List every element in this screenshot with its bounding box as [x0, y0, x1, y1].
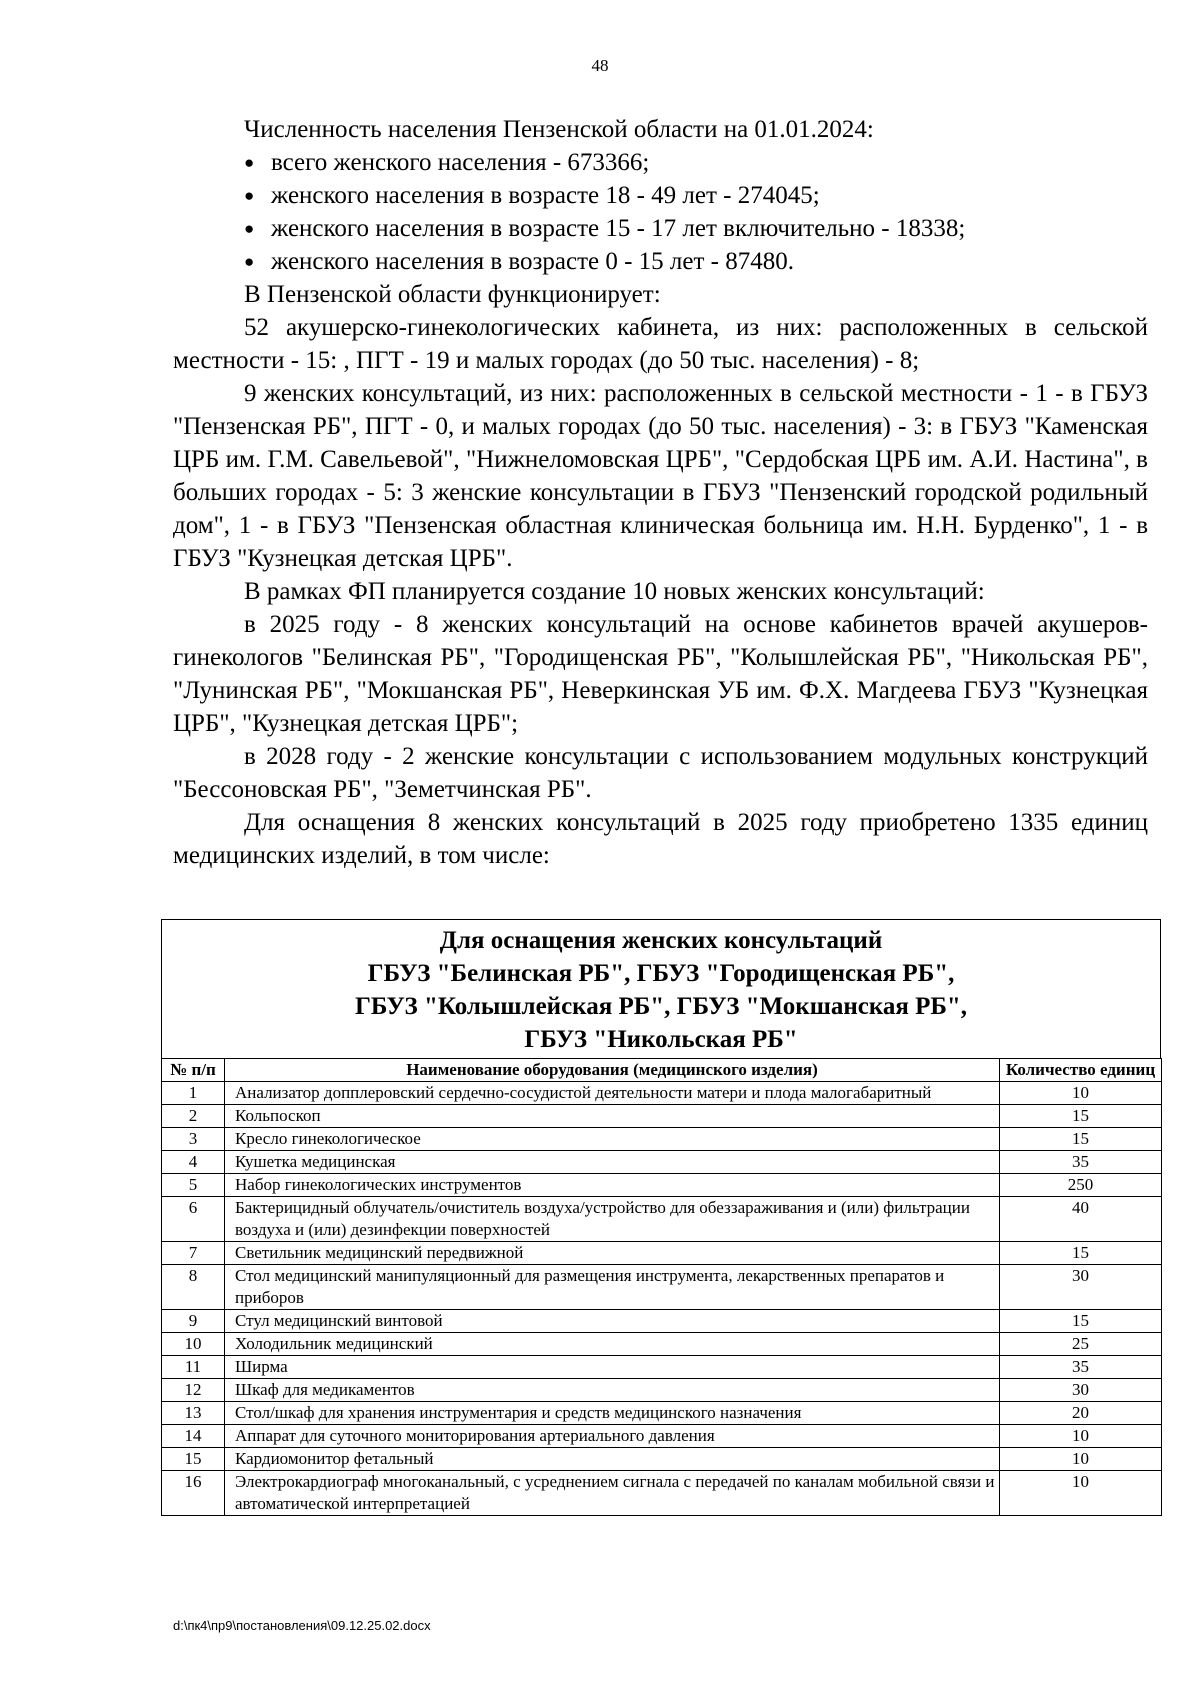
table-row	[162, 1471, 1162, 1516]
header-qty: Количество единиц	[1000, 1059, 1162, 1082]
cell-num: 7	[162, 1242, 225, 1265]
cell-num: 11	[162, 1356, 225, 1379]
cell-name: Ширма	[225, 1356, 1000, 1379]
footer-file-path: d:\пк4\пр9\постановления\09.12.25.02.docx	[173, 1618, 431, 1633]
table-row	[162, 1197, 1162, 1242]
equipment-table-section	[161, 919, 1161, 1516]
cell-num: 15	[162, 1448, 225, 1471]
population-intro: Численность населения Пензенской области на 01.01.2024:	[244, 116, 874, 143]
list-item: ● женского населения в возрасте 18 - 49 лет - 274045;	[244, 179, 1148, 212]
cell-num: 1	[162, 1082, 225, 1105]
cell-num: 2	[162, 1105, 225, 1128]
table-title-line: ГБУЗ "Колышлейская РБ", ГБУЗ "Мокшанская РБ",	[354, 993, 968, 1020]
table-title-line: ГБУЗ "Никольская РБ"	[524, 1026, 798, 1053]
paragraph: 9 женских консультаций, из них: расположенных в сельской местности - 1 - в ГБУЗ "Пензенская РБ", ПГТ - 0, и малых городах (до 50 тыс. населения) - 3: в ГБУЗ "Каменская ЦРБ им. Г.М. Савельевой", "Нижнеломовская ЦРБ", "Сердобская ЦРБ им. А.И. Настина", в больших городах - 5: 3 женские консультации в ГБУЗ "Пензенский городской родильный дом", 1 - в ГБУЗ "Пензенская областная клиническая больница им. Н.Н. Бурденко", 1 - в ГБУЗ "Кузнецкая детская ЦРБ".	[173, 380, 1148, 572]
table-row	[162, 1379, 1162, 1402]
cell-name: Стул медицинский винтовой	[225, 1310, 1000, 1333]
cell-qty: 250	[1000, 1174, 1162, 1197]
cell-qty: 10	[1000, 1448, 1162, 1471]
table-row	[162, 1333, 1162, 1356]
table-row	[162, 1356, 1162, 1379]
cell-num: 9	[162, 1310, 225, 1333]
cell-num: 14	[162, 1425, 225, 1448]
table-body	[162, 1082, 1162, 1516]
cell-name: Стол/шкаф для хранения инструментария и средств медицинского назначения	[225, 1402, 1000, 1425]
cell-qty: 10	[1000, 1471, 1162, 1516]
cell-name: Шкаф для медикаментов	[225, 1379, 1000, 1402]
cell-qty: 10	[1000, 1425, 1162, 1448]
cell-name: Бактерицидный облучатель/очиститель воздуха/устройство для обеззараживания и (или) фильтрации воздуха и (или) дезинфекции поверхностей	[225, 1197, 1000, 1242]
paragraph: В Пензенской области функционирует:	[244, 281, 661, 308]
cell-num: 6	[162, 1197, 225, 1242]
table-title-line: Для оснащения женских консультаций	[439, 927, 883, 954]
population-list	[173, 146, 1148, 278]
table-row	[162, 1128, 1162, 1151]
cell-qty: 30	[1000, 1265, 1162, 1310]
table-header-row	[162, 1059, 1162, 1082]
page-number: 48	[591, 56, 609, 75]
cell-qty: 15	[1000, 1128, 1162, 1151]
table-row	[162, 1310, 1162, 1333]
table-row	[162, 1425, 1162, 1448]
cell-name: Кольпоскоп	[225, 1105, 1000, 1128]
table-row	[162, 1242, 1162, 1265]
paragraph: в 2028 году - 2 женские консультации с использованием модульных конструкций "Бессоновская РБ", "Земетчинская РБ".	[173, 743, 1148, 803]
paragraph: 52 акушерско-гинекологических кабинета, из них: расположенных в сельской местности - 15: , ПГТ - 19 и малых городах (до 50 тыс. населения) - 8;	[173, 314, 1148, 374]
table-row	[162, 1151, 1162, 1174]
table-row	[162, 1174, 1162, 1197]
paragraph: в 2025 году - 8 женских консультаций на основе кабинетов врачей акушеров-гинекологов "Белинская РБ", "Городищенская РБ", "Колышлейская РБ", "Никольская РБ", "Лунинская РБ", "Мокшанская РБ", Неверкинская УБ им. Ф.Х. Магдеева ГБУЗ "Кузнецкая ЦРБ", "Кузнецкая детская ЦРБ";	[173, 611, 1148, 737]
cell-name: Аппарат для суточного мониторирования артериального давления	[225, 1425, 1000, 1448]
list-item: ● женского населения в возрасте 15 - 17 лет включительно - 18338;	[244, 212, 1148, 245]
document-body	[173, 113, 1148, 872]
cell-name: Кардиомонитор фетальный	[225, 1448, 1000, 1471]
cell-qty: 30	[1000, 1379, 1162, 1402]
cell-qty: 10	[1000, 1082, 1162, 1105]
cell-name: Холодильник медицинский	[225, 1333, 1000, 1356]
equipment-table	[161, 1058, 1162, 1516]
cell-name: Анализатор допплеровский сердечно-сосудистой деятельности матери и плода малогабаритный	[225, 1082, 1000, 1105]
table-title-line: ГБУЗ "Белинская РБ", ГБУЗ "Городищенская РБ",	[367, 960, 955, 987]
cell-qty: 15	[1000, 1105, 1162, 1128]
table-row	[162, 1105, 1162, 1128]
paragraph: Для оснащения 8 женских консультаций в 2025 году приобретено 1335 единиц медицинских изделий, в том числе:	[173, 809, 1148, 869]
cell-num: 3	[162, 1128, 225, 1151]
cell-num: 4	[162, 1151, 225, 1174]
cell-qty: 15	[1000, 1242, 1162, 1265]
header-num: № п/п	[162, 1059, 225, 1082]
table-title	[161, 919, 1161, 1058]
cell-name: Светильник медицинский передвижной	[225, 1242, 1000, 1265]
table-row	[162, 1448, 1162, 1471]
list-item: ● всего женского населения - 673366;	[244, 146, 1148, 179]
cell-qty: 35	[1000, 1151, 1162, 1174]
cell-name: Набор гинекологических инструментов	[225, 1174, 1000, 1197]
header-name: Наименование оборудования (медицинского изделия)	[225, 1059, 1000, 1082]
cell-num: 16	[162, 1471, 225, 1516]
cell-qty: 40	[1000, 1197, 1162, 1242]
paragraph: В рамках ФП планируется создание 10 новых женских консультаций:	[244, 578, 985, 605]
cell-qty: 20	[1000, 1402, 1162, 1425]
table-row	[162, 1402, 1162, 1425]
cell-name: Электрокардиограф многоканальный, с усреднением сигнала с передачей по каналам мобильной связи и автоматической интерпретацией	[225, 1471, 1000, 1516]
list-item: ● женского населения в возрасте 0 - 15 лет - 87480.	[244, 245, 1148, 278]
cell-qty: 35	[1000, 1356, 1162, 1379]
cell-name: Кресло гинекологическое	[225, 1128, 1000, 1151]
cell-num: 5	[162, 1174, 225, 1197]
cell-num: 12	[162, 1379, 225, 1402]
cell-name: Кушетка медицинская	[225, 1151, 1000, 1174]
cell-qty: 15	[1000, 1310, 1162, 1333]
table-row	[162, 1082, 1162, 1105]
cell-num: 8	[162, 1265, 225, 1310]
cell-qty: 25	[1000, 1333, 1162, 1356]
cell-num: 13	[162, 1402, 225, 1425]
table-row	[162, 1265, 1162, 1310]
cell-num: 10	[162, 1333, 225, 1356]
cell-name: Стол медицинский манипуляционный для размещения инструмента, лекарственных препаратов и приборов	[225, 1265, 1000, 1310]
